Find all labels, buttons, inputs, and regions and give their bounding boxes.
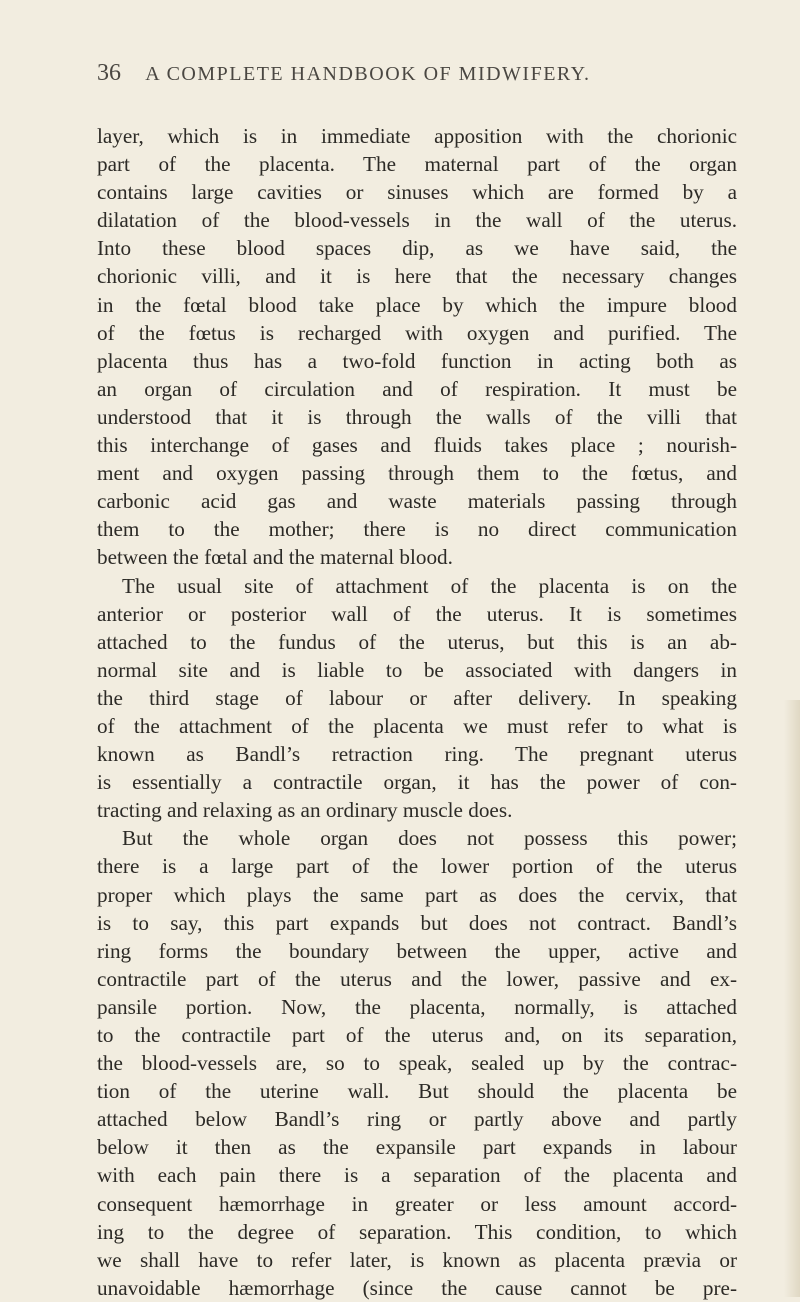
text-line: between the fœtal and the maternal blood.: [97, 545, 453, 570]
text-line: Into these blood spaces dip, as we have said, the: [97, 236, 737, 261]
text-line: dilatation of the blood-vessels in the wall of the uterus.: [97, 208, 737, 233]
text-line: of the attachment of the placenta we must refer to what is: [97, 713, 737, 738]
text-line: understood that it is through the walls of the villi that: [97, 404, 737, 429]
text-line: contains large cavities or sinuses which are formed by a: [97, 180, 737, 205]
text-line: contractile part of the uterus and the lower, passive and ex-: [97, 966, 737, 991]
running-header: [97, 60, 737, 87]
page-edge-shadow: [784, 700, 800, 1297]
text-line: The usual site of attachment of the placenta is on the: [122, 573, 737, 598]
text-line: is to say, this part expands but does not contract. Bandl’s: [97, 910, 737, 935]
body-text: [97, 122, 737, 1302]
text-line: an organ of circulation and of respiration. It must be: [97, 376, 737, 401]
text-line: unavoidable hæmorrhage (since the cause cannot be pre-: [97, 1275, 737, 1300]
page-number: 36: [97, 60, 121, 86]
text-line: to the contractile part of the uterus and, on its separation,: [97, 1023, 737, 1047]
text-line: with each pain there is a separation of the placenta and: [97, 1163, 737, 1188]
text-line: normal site and is liable to be associated with dangers in: [97, 657, 737, 682]
text-line: pansile portion. Now, the placenta, normally, is attached: [97, 994, 737, 1019]
text-line: there is a large part of the lower portion of the uterus: [97, 854, 737, 879]
text-line: attached to the fundus of the uterus, but this is an ab-: [97, 629, 737, 654]
text-line: this interchange of gases and fluids takes place ; nourish-: [97, 433, 737, 458]
text-line: tracting and relaxing as an ordinary muscle does.: [97, 798, 513, 823]
text-line: ing to the degree of separation. This condition, to which: [97, 1219, 737, 1244]
text-line: part of the placenta. The maternal part of the organ: [97, 152, 737, 177]
text-line: carbonic acid gas and waste materials passing through: [97, 489, 737, 514]
text-line: them to the mother; there is no direct communication: [97, 517, 737, 542]
text-line: ment and oxygen passing through them to the fœtus, and: [97, 461, 737, 486]
text-line: placenta thus has a two-fold function in acting both as: [97, 348, 737, 373]
text-line: attached below Bandl’s ring or partly above and partly: [97, 1107, 737, 1132]
text-line: the third stage of labour or after delivery. In speaking: [97, 685, 737, 710]
text-line: proper which plays the same part as does the cervix, that: [97, 882, 737, 907]
text-line: ring forms the boundary between the upper, active and: [97, 938, 737, 963]
running-title: A COMPLETE HANDBOOK OF MIDWIFERY.: [145, 63, 591, 85]
text-line: layer, which is in immediate apposition with the chorionic: [97, 124, 737, 148]
text-line: below it then as the expansile part expands in labour: [97, 1135, 737, 1160]
text-line: anterior or posterior wall of the uterus. It is sometimes: [97, 601, 737, 626]
text-line: we shall have to refer later, is known as placenta prævia or: [97, 1247, 737, 1272]
text-line: known as Bandl’s retraction ring. The pregnant uterus: [97, 742, 737, 767]
text-line: tion of the uterine wall. But should the placenta be: [97, 1079, 737, 1104]
text-line: consequent hæmorrhage in greater or less amount accord-: [97, 1191, 737, 1216]
text-line: of the fœtus is recharged with oxygen and purified. The: [97, 320, 737, 345]
text-line: But the whole organ does not possess this power;: [122, 826, 737, 851]
text-line: is essentially a contractile organ, it has the power of con-: [97, 770, 737, 795]
text-line: the blood-vessels are, so to speak, sealed up by the contrac-: [97, 1051, 737, 1076]
text-line: chorionic villi, and it is here that the necessary changes: [97, 264, 737, 289]
text-line: in the fœtal blood take place by which the impure blood: [97, 292, 737, 317]
